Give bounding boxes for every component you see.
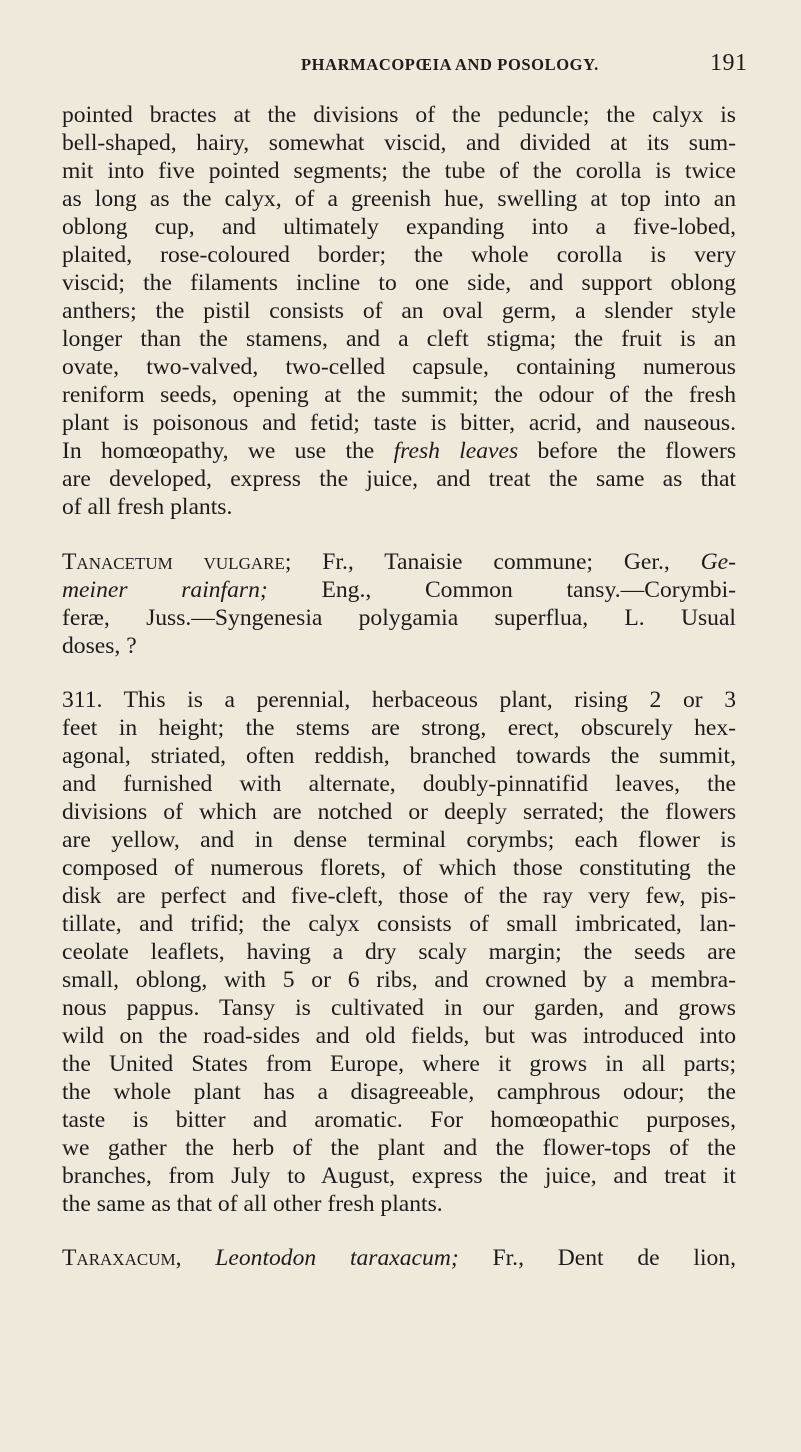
page-number: 191 <box>710 50 748 76</box>
italic-term: fresh leaves <box>393 438 519 464</box>
text-line: oblong cup, and ultimately expanding into a five-lobed, <box>62 214 736 240</box>
text-line: are developed, express the juice, and treat the same as that <box>62 466 736 492</box>
text-line: the United States from Europe, where it grows in all parts; <box>62 1051 736 1077</box>
text-segment: ; Fr., Tanaisie commune; Ger., <box>284 549 670 575</box>
italic-term: Ge- <box>700 549 737 575</box>
text-line: the same as that of all other fresh plants. <box>62 1191 443 1217</box>
text-line: ovate, two-valved, two-celled capsule, containing numerous <box>62 354 736 380</box>
text-line: wild on the road-sides and old fields, but was introduced into <box>62 1023 736 1049</box>
text-line: plant is poisonous and fetid; taste is bitter, acrid, and nauseous. <box>62 410 736 436</box>
text-line <box>62 576 736 604</box>
text-line <box>62 548 736 576</box>
text-line: 311. This is a perennial, herbaceous plant, rising 2 or 3 <box>62 687 736 713</box>
text-line: pointed bractes at the divisions of the peduncle; the calyx is <box>62 102 736 128</box>
text-line: taste is bitter and aromatic. For homœopathic purposes, <box>62 1107 736 1133</box>
text-line: ceolate leaflets, having a dry scaly margin; the seeds are <box>62 939 736 965</box>
text-segment: In homœopathy, we use the <box>62 438 375 464</box>
italic-term: meiner rainfarn; <box>62 577 268 603</box>
text-line: anthers; the pistil consists of an oval germ, a slender style <box>62 298 736 324</box>
text-segment: Eng., Common tansy.—Corymbi- <box>321 577 736 603</box>
text-line: agonal, striated, often reddish, branched towards the summit, <box>62 743 736 769</box>
text-line: longer than the stamens, and a cleft stigma; the fruit is an <box>62 326 736 352</box>
text-line: feet in height; the stems are strong, erect, obscurely hex- <box>62 715 736 741</box>
text-segment: before the flowers <box>537 438 736 464</box>
text-line: the whole plant has a disagreeable, camphrous odour; the <box>62 1079 736 1105</box>
text-line: doses, ? <box>62 633 137 659</box>
text-line: nous pappus. Tansy is cultivated in our garden, and grows <box>62 995 736 1021</box>
text-line: and furnished with alternate, doubly-pinnatifid leaves, the <box>62 771 736 797</box>
text-line: tillate, and trifid; the calyx consists of small imbricated, lan- <box>62 911 736 937</box>
text-segment: , <box>175 1245 182 1271</box>
text-line: divisions of which are notched or deeply serrated; the flowers <box>62 799 736 825</box>
text-line: bell-shaped, hairy, somewhat viscid, and divided at its sum- <box>62 130 736 156</box>
text-line: we gather the herb of the plant and the flower-tops of the <box>62 1135 736 1161</box>
entry-heading: Taraxacum <box>62 1245 176 1271</box>
text-line: viscid; the filaments incline to one side, and support oblong <box>62 270 736 296</box>
text-line: as long as the calyx, of a greenish hue, swelling at top into an <box>62 186 736 212</box>
italic-term: Leontodon taraxacum; <box>215 1245 459 1271</box>
text-line: reniform seeds, opening at the summit; the odour of the fresh <box>62 382 736 408</box>
text-line: mit into five pointed segments; the tube of the corolla is twice <box>62 158 736 184</box>
text-line: branches, from July to August, express the juice, and treat it <box>62 1163 736 1189</box>
text-line <box>62 1244 736 1272</box>
text-segment: Fr., Dent de lion, <box>492 1245 736 1271</box>
text-line: are yellow, and in dense terminal corymbs; each flower is <box>62 827 736 853</box>
text-line: small, oblong, with 5 or 6 ribs, and crowned by a membra- <box>62 967 736 993</box>
entry-heading: Tanacetum vulgare <box>62 549 285 575</box>
text-line: feræ, Juss.—Syngenesia polygamia superflua, L. Usual <box>62 605 736 631</box>
text-line: of all fresh plants. <box>62 494 233 520</box>
text-line: plaited, rose-coloured border; the whole corolla is very <box>62 242 736 268</box>
text-line: composed of numerous florets, of which those constituting the <box>62 855 736 881</box>
running-head: PHARMACOPŒIA AND POSOLOGY. <box>301 55 599 74</box>
text-line: disk are perfect and five-cleft, those of the ray very few, pis- <box>62 883 736 909</box>
text-line <box>62 437 736 465</box>
